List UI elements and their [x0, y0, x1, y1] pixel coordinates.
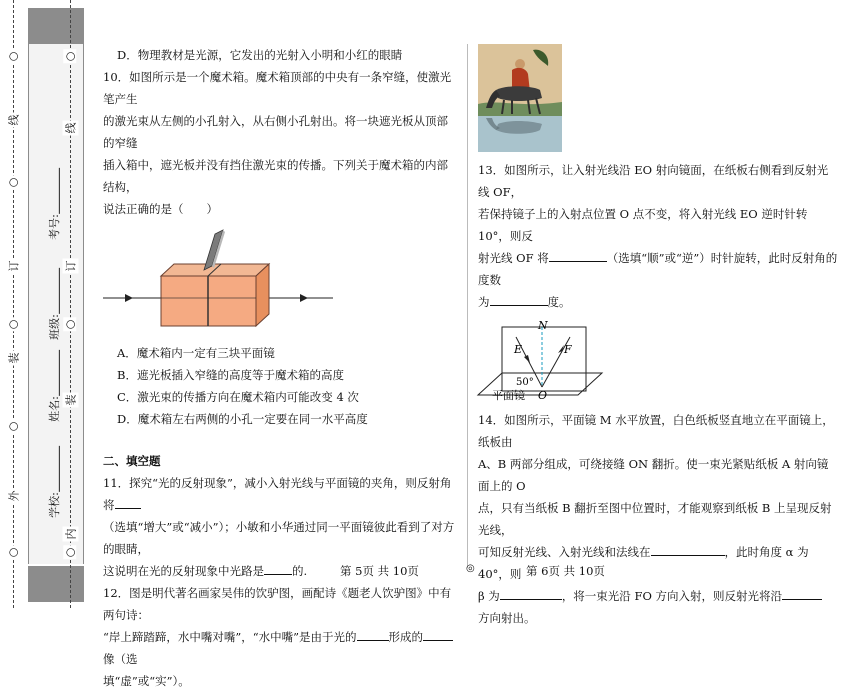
q14-text: 方向射出。 [478, 611, 536, 625]
binding-strip [0, 0, 84, 608]
outer-cut-line [13, 0, 14, 608]
label-o: O [538, 389, 548, 402]
outer-mark: ○ [6, 51, 20, 62]
answer-blank[interactable] [264, 563, 292, 575]
section-title: 二、填空题 [103, 454, 161, 468]
answer-blank[interactable] [651, 544, 725, 556]
outer-mark: ○ [6, 421, 20, 432]
inner-label-bind: 订 [64, 260, 78, 272]
q14-text: 14．如图所示，平面镜 M 水平放置，白色纸板竖直地立在平面镜上，纸板由 [478, 413, 834, 449]
class-field-label: 班级: [47, 314, 61, 340]
footer-page-right: 第 6页 共 10页 [526, 564, 605, 578]
inner-mark: ○ [63, 51, 77, 62]
outer-mark: ○ [6, 547, 20, 558]
name-field[interactable] [46, 348, 62, 424]
binding-top-block [28, 8, 84, 44]
q14-text: 可知反射光线、入射光线和法线在 ，此时角度 α 为 40°，则 [478, 545, 809, 581]
q11-text: 这说明在光的反射现象中光路是 的. [103, 564, 308, 578]
q11-text: 11．探究“光的反射现象”，减小入射光线与平面镜的夹角，则反射角将 [103, 476, 452, 512]
answer-blank[interactable] [423, 629, 453, 641]
number-field[interactable] [46, 166, 62, 242]
inner-label-inside: 内 [64, 528, 78, 540]
q13-text: 若保持镜子上的入射点位置 O 点不变，将入射光线 EO 逆时针转 10°，则反 [478, 207, 808, 243]
answer-blank[interactable] [357, 629, 389, 641]
outer-label-line: 线 [7, 114, 21, 126]
q14-text: A、B 两部分组成，可绕接缝 ON 翻折。使一束光紧贴纸板 A 射向镜面上的 O [478, 457, 829, 493]
q14-text: β 为 ，将一束光沿 FO 方向入射，则反射光将沿 [478, 585, 838, 607]
left-page [103, 44, 458, 692]
q10-option-b: B．遮光板插入窄缝的高度等于魔术箱的高度 [117, 368, 344, 382]
label-n: N [538, 319, 548, 332]
q11-text: （选填“增大”或“减小”）；小敏和小华通过同一平面镜彼此看到了对方的眼睛， [103, 520, 455, 556]
answer-blank[interactable] [500, 588, 562, 600]
label-e: E [514, 343, 523, 356]
q10-option-d: D．魔术箱左右两侧的小孔一定要在同一水平高度 [117, 412, 368, 426]
label-angle: 50° [516, 377, 534, 388]
q13-text: 13．如图所示，让入射光线沿 EO 射向镜面，在纸板右侧看到反射光线 OF， [478, 163, 829, 199]
footer-page-left: 第 5页 共 10页 [340, 564, 419, 578]
answer-blank[interactable] [490, 294, 548, 306]
number-field-label: 考号: [47, 214, 61, 240]
school-field-label: 学校: [47, 492, 61, 518]
outer-label-bind: 订 [7, 260, 21, 272]
inner-mark: ○ [63, 547, 77, 558]
label-mirror: 平面镜 [492, 389, 525, 402]
q10-stem: 插入箱中，遮光板并没有挡住激光束的传播。下列关于魔术箱的内部结构， [103, 158, 448, 194]
inner-label-line: 线 [64, 122, 78, 134]
name-field-label: 姓名: [47, 396, 61, 422]
q10-stem: 的激光束从左侧的小孔射入，从右侧小孔射出。将一块遮光板从顶部的窄缝 [103, 114, 448, 150]
school-field[interactable] [46, 444, 62, 520]
q10-option-a: A．魔术箱内一定有三块平面镜 [117, 346, 275, 360]
answer-blank[interactable] [782, 588, 822, 600]
q9-option-d: D．物理教材是光源，它发出的光射入小明和小红的眼睛 [117, 48, 403, 62]
inner-label-install: 装 [64, 394, 78, 406]
label-f: F [564, 343, 572, 356]
outer-mark: ○ [6, 177, 20, 188]
answer-blank[interactable] [549, 250, 607, 262]
q10-stem: 10．如图所示是一个魔术箱。魔术箱顶部的中央有一条窄缝，使激光笔产生 [103, 70, 452, 106]
q13-text: 射光线 OF 将 （选填“顺”或“逆”）时针旋转，此时反射角的度数 [478, 251, 838, 287]
outer-mark: ○ [6, 319, 20, 330]
donkey-painting-image [478, 44, 562, 152]
q14-text: 点，只有当纸板 B 翻折至图中位置时，才能观察到纸板 B 上呈现反射光线， [478, 501, 832, 537]
q13-text: 为 度。 [478, 295, 571, 309]
reflection-figure [478, 319, 618, 403]
q12-text: 填“虚”或“实”）。 [103, 674, 190, 688]
outer-label-outside: 外 [7, 490, 21, 502]
inner-cut-line [70, 0, 71, 608]
page-divider [467, 44, 468, 568]
right-page [478, 44, 838, 629]
magic-box-figure [103, 226, 333, 336]
q10-stem: 说法正确的是（ ） [103, 202, 218, 216]
q12-text: “岸上蹄踏蹄，水中嘴对嘴”，“水中嘴”是由于光的 形成的像（选 [103, 626, 458, 670]
answer-blank[interactable] [115, 497, 141, 509]
inner-mark: ○ [63, 319, 77, 330]
outer-label-install: 装 [7, 352, 21, 364]
footer-center-mark: ◎ [466, 563, 475, 574]
q10-option-c: C．激光束的传播方向在魔术箱内可能改变 4 次 [117, 390, 359, 404]
q12-text: 12．图是明代著名画家吴伟的饮驴图，画配诗《题老人饮驴图》中有两句诗： [103, 586, 452, 622]
class-field[interactable] [46, 266, 62, 342]
binding-bottom-block [28, 566, 84, 602]
